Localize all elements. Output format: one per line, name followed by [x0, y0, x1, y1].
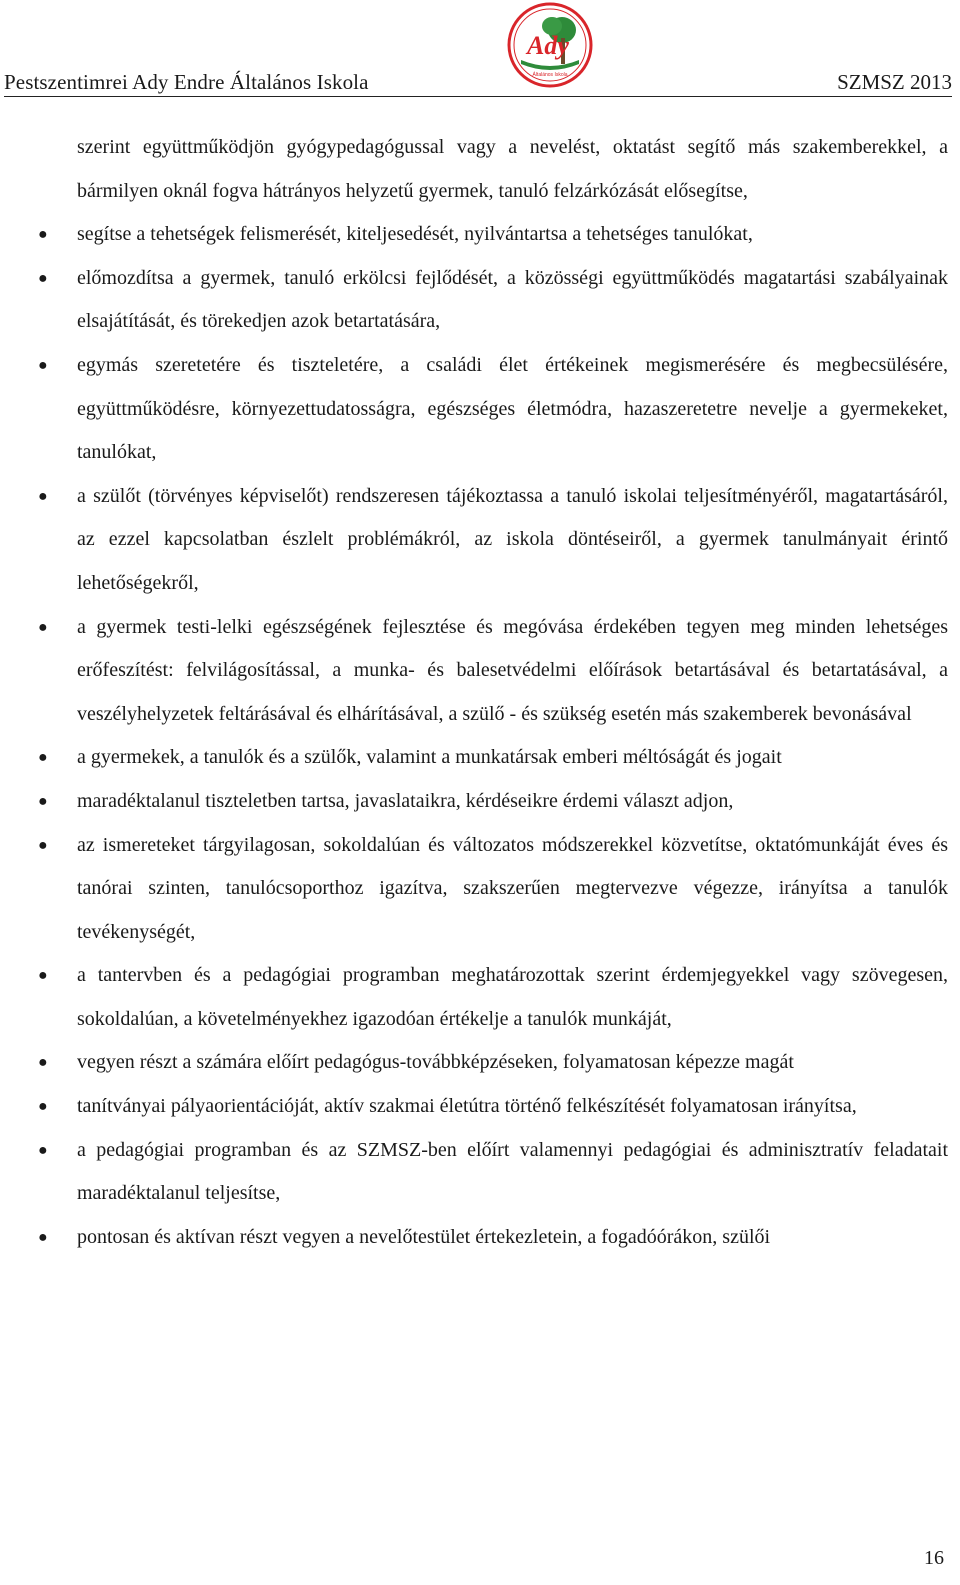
list-item: ● maradéktalanul tiszteletben tartsa, javaslataikra, kérdéseikre érdemi választ adjon,: [77, 780, 948, 824]
bullet-icon: ●: [38, 618, 48, 636]
bullet-icon: ●: [38, 487, 48, 505]
school-name: Pestszentimrei Ady Endre Általános Iskola: [4, 70, 369, 94]
list-item: ● a szülőt (törvényes képviselőt) rendszeresen tájékoztassa a tanuló iskolai teljesítményéről, magatartásáról, az ezzel kapcsolatban észlelt problémákról, az iskola döntéseiről, a gyermek tanulmányait érintő lehetőségekről,: [77, 475, 948, 606]
document-code: SZMSZ 2013: [837, 70, 952, 94]
list-item: ● egymás szeretetére és tiszteletére, a családi élet értékeinek megismerésére és megbecsülésére, együttműködésre, környezettudatosságra, egészséges életmódra, hazaszeretetre nevelje a gyermekeket, tanulókat,: [77, 344, 948, 475]
page-number: 16: [924, 1547, 944, 1569]
bullet-icon: ●: [38, 749, 48, 767]
list-item: ● segítse a tehetségek felismerését, kiteljesedését, nyilvántartsa a tehetséges tanulókat,: [77, 213, 948, 257]
bullet-icon: ●: [38, 1141, 48, 1159]
bullet-icon: ●: [38, 226, 48, 244]
bullet-icon: ●: [38, 269, 48, 287]
bullet-icon: ●: [38, 836, 48, 854]
document-body: [38, 126, 948, 1259]
logo-subtext: Általános Iskola: [532, 72, 568, 78]
list-item: ● pontosan és aktívan részt vegyen a nevelőtestület értekezletein, a fogadóórákon, szülői: [77, 1216, 948, 1260]
list-item: ● előmozdítsa a gyermek, tanuló erkölcsi fejlődését, a közösségi együttműködés magatartási szabályainak elsajátítását, és törekedjen azok betartatására,: [77, 257, 948, 344]
bullet-icon: ●: [38, 356, 48, 374]
list-item: ● a gyermekek, a tanulók és a szülők, valamint a munkatársak emberi méltóságát és jogait: [77, 736, 948, 780]
duty-list: [38, 213, 948, 1259]
bullet-icon: ●: [38, 967, 48, 985]
list-item: ● az ismereteket tárgyilagosan, sokoldalúan és változatos módszerekkel közvetítse, oktatómunkáját éves és tanórai szinten, tanulócsoporthoz igazítva, szakszerűen megtervezve végezze, irányítsa a tanulók tevékenységét,: [77, 824, 948, 955]
bullet-icon: ●: [38, 1228, 48, 1246]
school-logo: [507, 2, 593, 88]
list-item: ● vegyen részt a számára előírt pedagógus-továbbképzéseken, folyamatosan képezze magát: [77, 1041, 948, 1085]
bullet-icon: ●: [38, 1098, 48, 1116]
logo-lettering: Ady: [527, 31, 569, 60]
bullet-icon: ●: [38, 1054, 48, 1072]
page-header: [4, 0, 952, 97]
intro-paragraph: szerint együttműködjön gyógypedagógussal vagy a nevelést, oktatást segítő más szakemberekkel, a bármilyen oknál fogva hátrányos helyzetű gyermek, tanuló felzárkózását elősegítse,: [77, 136, 948, 202]
list-item: ● tanítványai pályaorientációját, aktív szakmai életútra történő felkészítését folyamatosan irányítsa,: [77, 1085, 948, 1129]
list-item: ● a tantervben és a pedagógiai programban meghatározottak szerint érdemjegyekkel vagy szövegesen, sokoldalúan, a követelményekhez igazodóan értékelje a tanulók munkáját,: [77, 954, 948, 1041]
list-item: ● a pedagógiai programban és az SZMSZ-ben előírt valamennyi pedagógiai és adminisztratív feladatait maradéktalanul teljesítse,: [77, 1129, 948, 1216]
list-item: ● a gyermek testi-lelki egészségének fejlesztése és megóvása érdekében tegyen meg minden lehetséges erőfeszítést: felvilágosítással, a munka- és balesetvédelmi előírások betartásával és betartatásával, a veszélyhelyzetek feltárásával és elhárításával, a szülő - és szükség esetén más szakemberek bevonásával: [77, 606, 948, 737]
bullet-icon: ●: [38, 792, 48, 810]
